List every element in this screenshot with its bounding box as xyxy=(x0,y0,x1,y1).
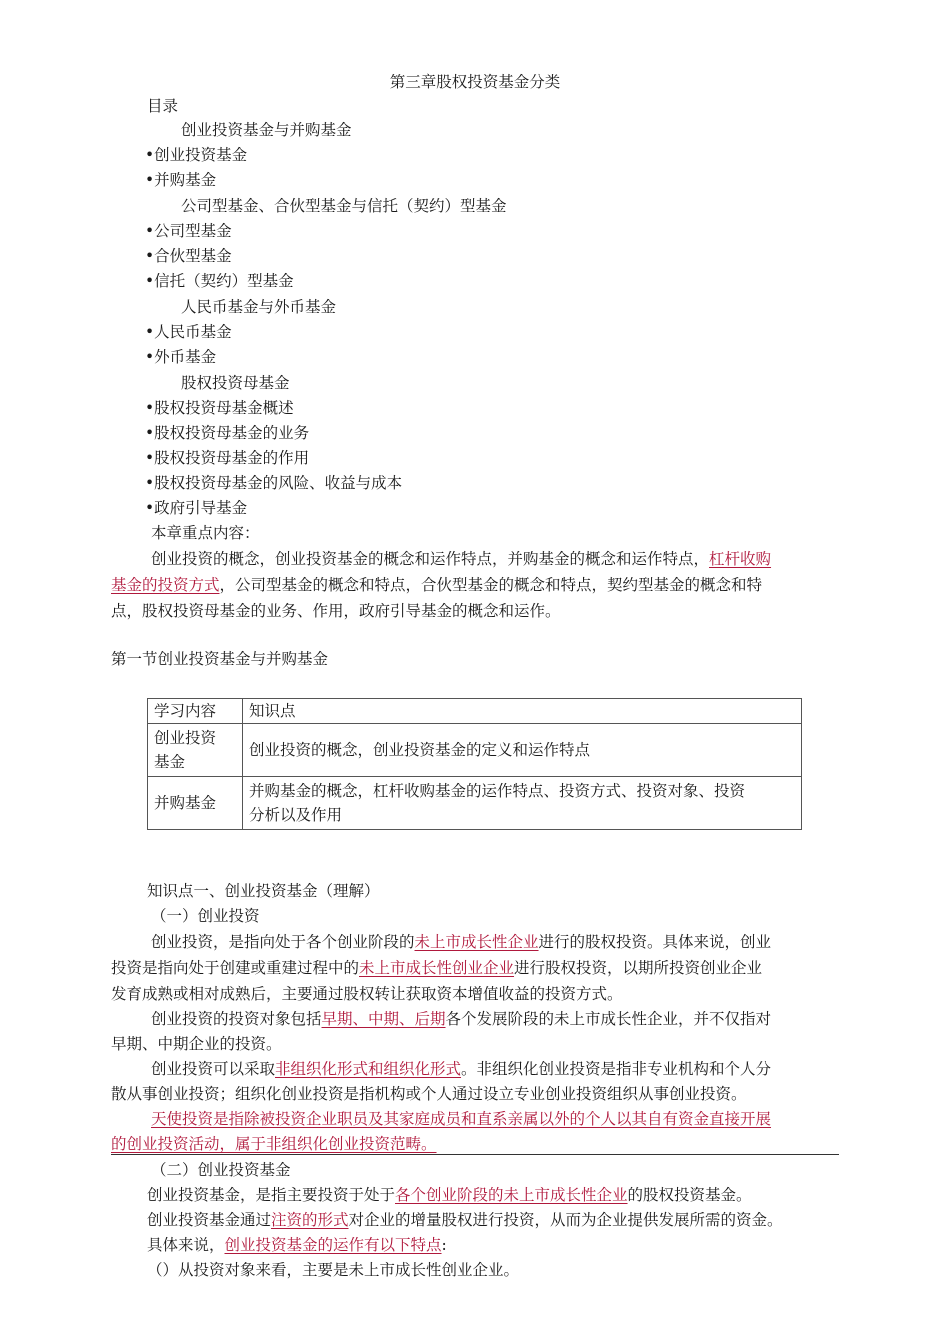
paragraph-line: 散从事创业投资；组织化创业投资是指机构或个人通过设立专业创业投资组织从事创业投资。 xyxy=(111,1085,747,1103)
toc-item: •股权投资母基金的风险、收益与成本 xyxy=(145,474,403,492)
highlight-paragraph-line: 天使投资是指除被投资企业职员及其家庭成员和直系亲属以外的个人以其自有资金直接开展 xyxy=(151,1110,772,1128)
highlight-text: 杠杆收购 xyxy=(709,550,772,568)
table-row xyxy=(148,777,802,830)
highlight-text: 创业投资基金的运作有以下特点 xyxy=(224,1236,442,1254)
key-content-line: 创业投资的概念，创业投资基金的概念和运作特点，并购基金的概念和运作特点，杠杆收购 xyxy=(151,550,772,568)
highlight-text: 各个创业阶段的未上市成长性企业 xyxy=(395,1186,628,1204)
paragraph-line: 投资是指向处于创建或重建过程中的未上市成长性创业企业进行股权投资，以期所投资创业企业 xyxy=(111,959,763,977)
key-content-line: 基金的投资方式，公司型基金的概念和特点，合伙型基金的概念和特点，契约型基金的概念和特 xyxy=(111,576,763,594)
subsection-title: （一）创业投资 xyxy=(151,907,260,925)
highlight-paragraph-line: 的创业投资活动，属于非组织化创业投资范畴。 xyxy=(111,1135,437,1153)
toc-item: •信托（契约）型基金 xyxy=(145,272,294,290)
paragraph-line: （）从投资对象来看，主要是未上市成长性创业企业。 xyxy=(147,1261,520,1279)
toc-item: •并购基金 xyxy=(145,171,217,189)
key-content-label: 本章重点内容： xyxy=(151,524,260,542)
knowledge-table xyxy=(147,698,802,830)
toc-item: •公司型基金 xyxy=(145,222,232,240)
highlight-text: 注资的形式 xyxy=(271,1211,349,1229)
toc-section-title: 公司型基金、合伙型基金与信托（契约）型基金 xyxy=(181,197,507,215)
toc-item: •创业投资基金 xyxy=(145,146,248,164)
toc-item: •股权投资母基金的业务 xyxy=(145,424,310,442)
table-header-cell: 学习内容 xyxy=(148,699,243,724)
knowledge-point-title: 知识点一、创业投资基金（理解） xyxy=(147,882,380,900)
divider xyxy=(111,1154,839,1155)
table-cell: 创业投资的概念，创业投资基金的定义和运作特点 xyxy=(243,724,802,777)
toc-section-title: 人民币基金与外币基金 xyxy=(181,298,337,316)
subsection-title: （二）创业投资基金 xyxy=(151,1161,291,1179)
toc-item: •合伙型基金 xyxy=(145,247,232,265)
highlight-text: 早期、中期、后期 xyxy=(321,1010,446,1028)
toc-section-title: 创业投资基金与并购基金 xyxy=(181,121,352,139)
toc-heading: 目录 xyxy=(147,97,179,115)
table-cell: 并购基金 xyxy=(148,777,243,830)
highlight-text: 未上市成长性创业企业 xyxy=(359,959,515,977)
toc-item: •股权投资母基金概述 xyxy=(145,399,294,417)
highlight-text: 非组织化形式和组织化形式 xyxy=(275,1060,462,1078)
toc-item: •股权投资母基金的作用 xyxy=(145,449,310,467)
paragraph-line: 创业投资的投资对象包括早期、中期、后期各个发展阶段的未上市成长性企业，并不仅指对 xyxy=(151,1010,772,1028)
table-cell: 创业投资 基金 xyxy=(148,724,243,777)
paragraph-line: 早期、中期企业的投资。 xyxy=(111,1035,282,1053)
paragraph-line: 创业投资基金通过注资的形式对企业的增量股权进行投资，从而为企业提供发展所需的资金。 xyxy=(147,1211,783,1229)
toc-item: •外币基金 xyxy=(145,348,217,366)
table-header-cell: 知识点 xyxy=(243,699,802,724)
paragraph-line: 具体来说，创业投资基金的运作有以下特点: xyxy=(147,1236,447,1254)
paragraph-line: 创业投资可以采取非组织化形式和组织化形式。非组织化创业投资是指非专业机构和个人分 xyxy=(151,1060,772,1078)
highlight-text: 未上市成长性企业 xyxy=(414,933,539,951)
toc-item: •人民币基金 xyxy=(145,323,232,341)
toc-section-title: 股权投资母基金 xyxy=(181,374,290,392)
paragraph-line: 创业投资基金，是指主要投资于处于各个创业阶段的未上市成长性企业的股权投资基金。 xyxy=(147,1186,752,1204)
table-row xyxy=(148,724,802,777)
table-cell: 并购基金的概念，杠杆收购基金的运作特点、投资方式、投资对象、投资 分析以及作用 xyxy=(243,777,802,830)
table-row xyxy=(148,699,802,724)
section-title: 第一节创业投资基金与并购基金 xyxy=(111,650,329,668)
paragraph-line: 发育成熟或相对成熟后，主要通过股权转让获取资本增值收益的投资方式。 xyxy=(111,985,623,1003)
key-content-line: 点，股权投资母基金的业务、作用，政府引导基金的概念和运作。 xyxy=(111,602,561,620)
toc-item: •政府引导基金 xyxy=(145,499,248,517)
paragraph-line: 创业投资，是指向处于各个创业阶段的未上市成长性企业进行的股权投资。具体来说，创业 xyxy=(151,933,772,951)
highlight-text: 基金的投资方式 xyxy=(111,576,220,594)
page-title: 第三章股权投资基金分类 xyxy=(389,73,561,91)
